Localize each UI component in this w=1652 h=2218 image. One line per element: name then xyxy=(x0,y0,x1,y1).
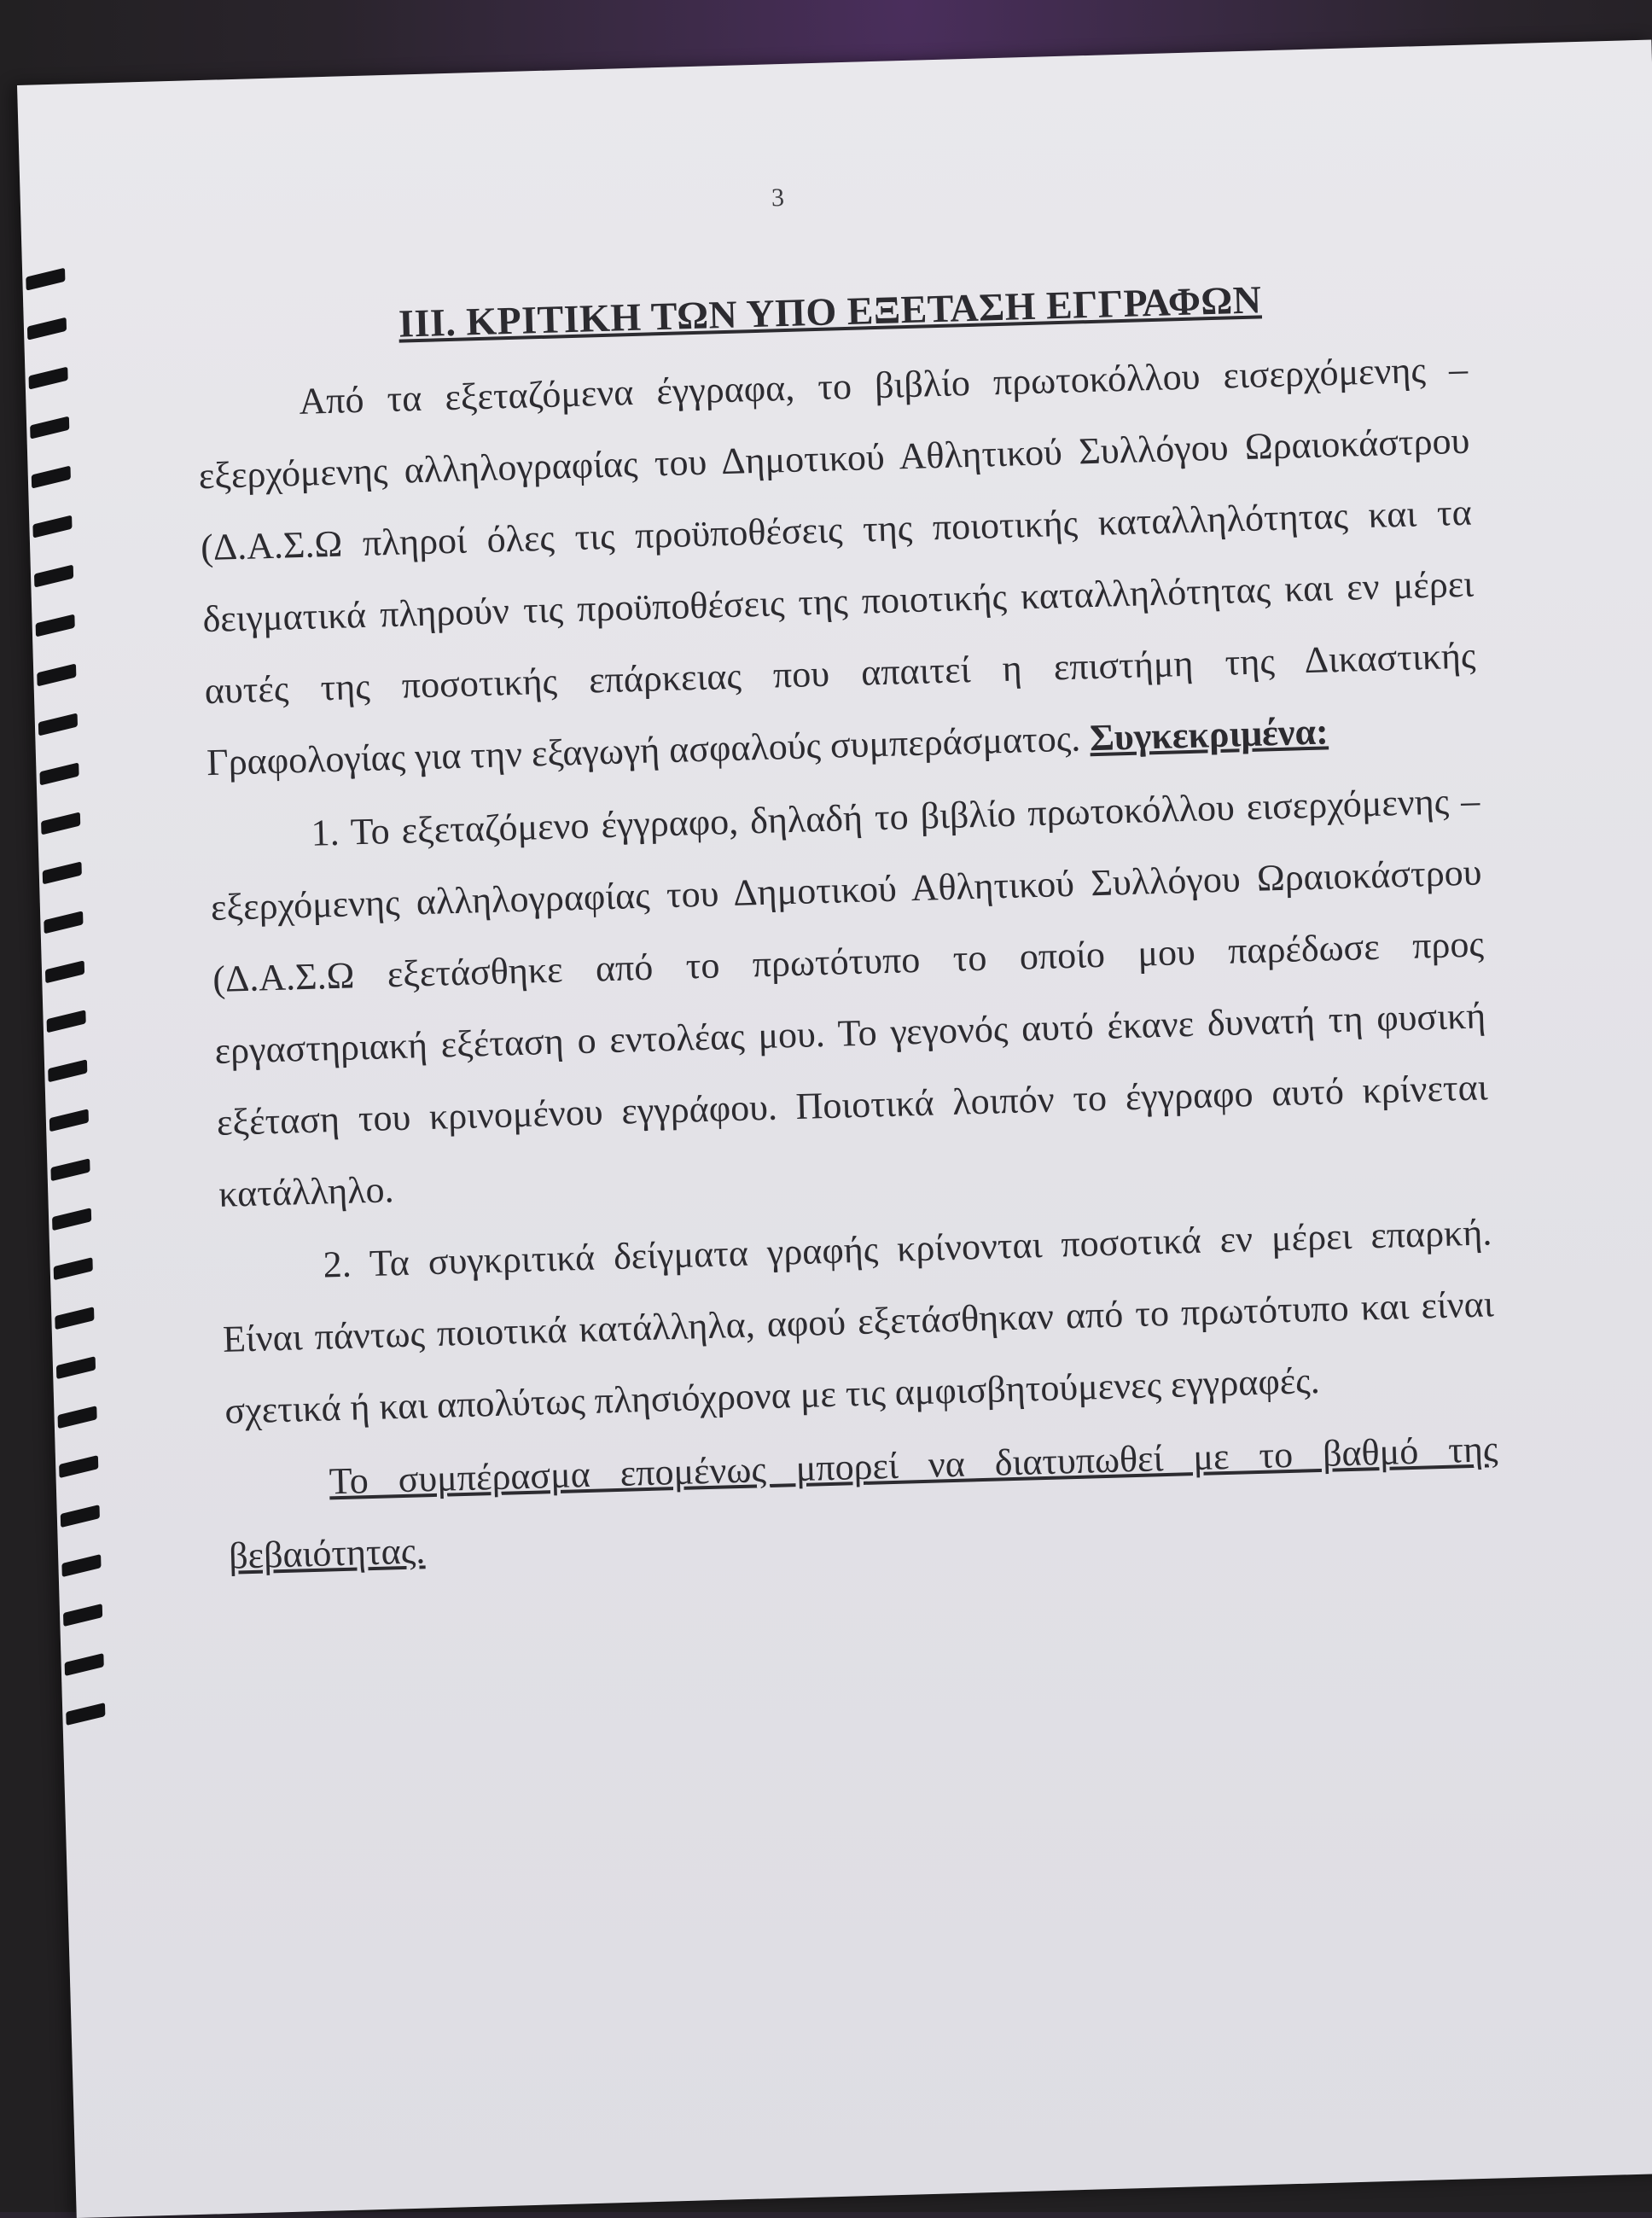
binding-coil xyxy=(47,1010,86,1033)
binding-coil xyxy=(37,663,76,686)
binding-coil xyxy=(59,1455,98,1478)
binding-coil xyxy=(66,1703,105,1726)
binding-coil xyxy=(63,1604,102,1627)
binding-coil xyxy=(58,1406,97,1429)
binding-coil xyxy=(30,416,69,440)
binding-coil xyxy=(54,1257,93,1280)
binding-coil xyxy=(38,713,78,736)
binding-coil xyxy=(50,1158,90,1181)
document-body xyxy=(194,259,1501,1594)
binding-coil xyxy=(61,1505,100,1528)
binding-coil xyxy=(43,861,82,884)
document-page xyxy=(17,40,1652,2218)
binding-coil xyxy=(29,367,68,390)
binding-coil xyxy=(65,1653,104,1676)
section-heading: III. ΚΡΙΤΙΚΗ ΤΩΝ ΥΠΟ ΕΞΕΤΑΣΗ ΕΓΓΡΑΦΩΝ xyxy=(398,277,1263,346)
binding-coil xyxy=(56,1356,96,1379)
intro-text: Από τα εξεταζόμενα έγγραφα, το βιβλίο πρωτοκόλλου εισερχόμενης – εξερχόμενης αλληλογραφίας του Δημοτικού Αθλητικού Συλλόγου Ωραιοκάστρου (Δ.Α.Σ.Ω πληροί όλες τις προϋποθέσεις της ποιοτικής καταλληλότητας και τα δειγματικά πληρούν τις προϋποθέσεις της ποιοτικής καταλληλότητας και εν μέρει αυτές της ποσοτικής επάρκειας που απαιτεί η επιστήμη της Δικαστικής Γραφολογίας για την εξαγωγή ασφαλούς συμπεράσματος. xyxy=(198,347,1477,784)
binding-coil xyxy=(32,515,72,538)
binding-coil xyxy=(61,1554,101,1577)
binding-coil xyxy=(27,317,67,341)
intro-emphasis: Συγκεκριμένα: xyxy=(1089,710,1329,760)
binding-coil xyxy=(26,268,65,291)
binding-coil xyxy=(55,1307,94,1330)
item-1-paragraph: 1. Το εξεταζόμενο έγγραφο, δηλαδή το βιβλίο πρωτοκόλλου εισερχόμενης – εξερχόμενης αλληλογραφίας του Δημοτικού Αθλητικού Συλλόγου Ωραιοκάστρου (Δ.Α.Σ.Ω εξετάσθηκε από το πρωτότυπο το οποίο μου παρέδωσε προς εργαστηριακή εξέταση ο εντολέας μου. Το γεγονός αυτό έκανε δυνατή τη φυσική εξέταση του κρινομένου εγγράφου. Ποιοτικά λοιπόν το έγγραφο αυτό κρίνεται κατάλληλο. xyxy=(210,779,1489,1215)
binding-coil xyxy=(32,466,71,489)
intro-paragraph xyxy=(195,334,1478,799)
item-2-paragraph: 2. Τα συγκριτικά δείγματα γραφής κρίνονται ποσοτικά εν μέρει επαρκή. Είναι πάντως ποιοτικά κατάλληλα, αφού εξετάσθηκαν από το πρωτότυπο και είναι σχετικά ή και απολύτως πλησιόχρονα με τις αμφισβητούμενες εγγραφές. xyxy=(222,1211,1495,1432)
page-number: 3 xyxy=(771,183,785,212)
binding-coil xyxy=(52,1208,91,1231)
binding-coil xyxy=(45,960,84,983)
binding-coil xyxy=(39,762,79,785)
binding-coil xyxy=(41,812,80,835)
conclusion-paragraph: Το συμπέρασμα επομένως μπορεί να διατυπωθεί με το βαθμό της βεβαιότητας. xyxy=(228,1428,1498,1577)
binding-coil xyxy=(48,1059,87,1082)
binding-coil xyxy=(36,614,75,637)
binding-coil xyxy=(44,911,83,934)
binding-coil xyxy=(34,564,73,587)
binding-coil xyxy=(49,1109,89,1132)
